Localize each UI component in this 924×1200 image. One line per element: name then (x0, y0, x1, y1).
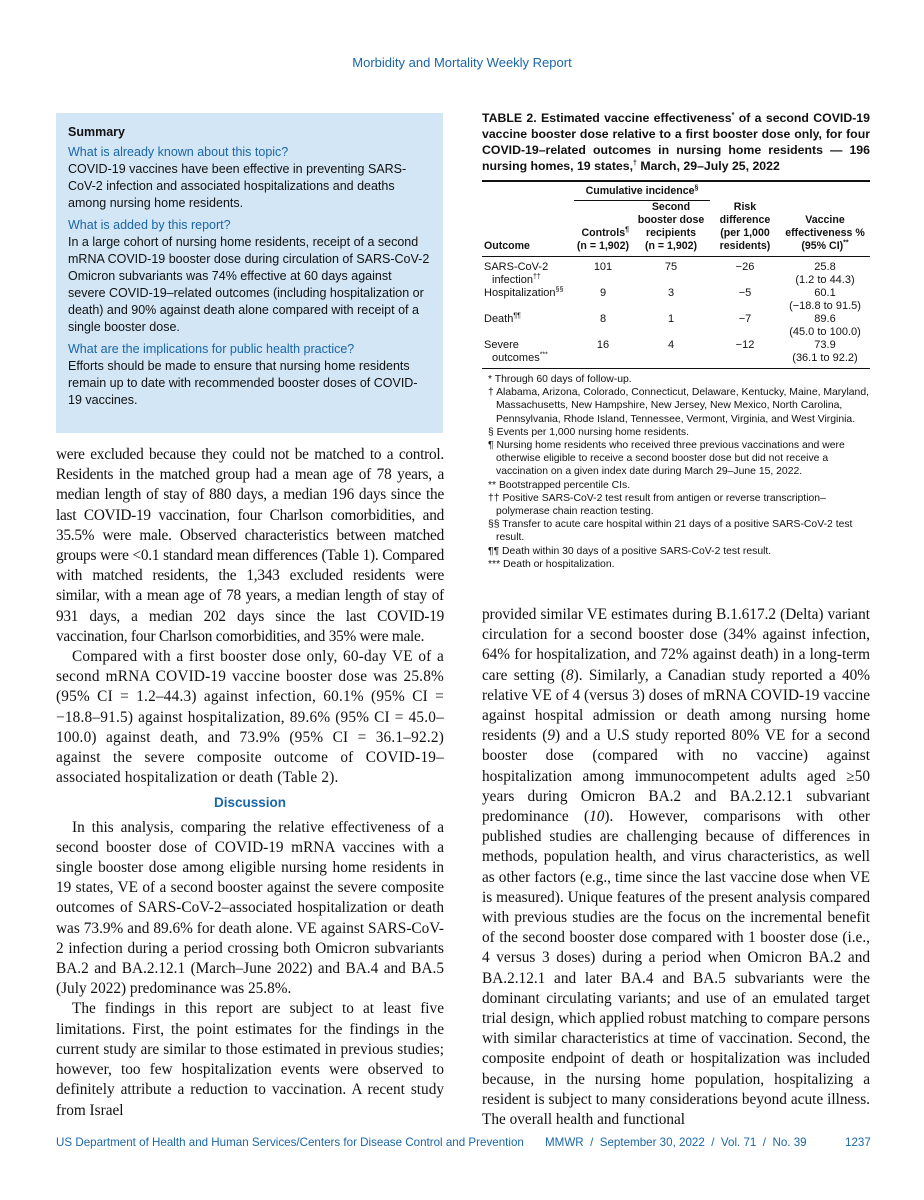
outcome-mark: †† (532, 273, 541, 281)
summary-box (56, 113, 443, 433)
text-run: ) and a U.S study reported 80% VE for a second booster dose (compared with no vaccine) against hospitalization among immunocompetent adults aged ≥50 years during Omicron BA.2 and BA.2.12.1 subvariant predominance ( (482, 727, 870, 826)
col-header-second-label: Second booster dose recipients (637, 201, 705, 239)
table-row (482, 287, 870, 313)
table-row (482, 261, 870, 287)
footnote: §§ Transfer to acute care hospital within 21 days of a positive SARS-CoV-2 test result. (488, 519, 853, 544)
row-ve (780, 287, 870, 313)
reference-10-link[interactable]: 10 (589, 808, 605, 826)
outcome-mark: §§ (555, 286, 564, 294)
journal-header: Morbidity and Mortality Weekly Report (352, 55, 572, 70)
ve-ci: (−18.8 to 91.5) (789, 300, 861, 312)
outcome-mark: *** (539, 351, 548, 359)
row-controls: 16 (596, 339, 610, 351)
table-2 (482, 110, 870, 571)
ve-ci: (36.1 to 92.2) (792, 352, 858, 364)
left-column (56, 445, 444, 1121)
row-outcome (482, 287, 574, 313)
summary-answer-known: COVID-19 vaccines have been effective in preventing SARS-CoV-2 infection and associated hospitalizations and deaths among nursing home residents. (68, 162, 407, 210)
outcome-line-1: Severe (484, 339, 519, 351)
footnote: * Through 60 days of follow-up. (488, 374, 632, 385)
ve-value: 73.9 (814, 339, 836, 351)
footer-agency: US Department of Health and Human Services/Centers for Disease Control and Prevention (56, 1136, 524, 1149)
ve-ci: (1.2 to 44.3) (795, 274, 855, 286)
footnote: † Alabama, Arizona, Colorado, Connecticut, Delaware, Kentucky, Maine, Maryland, Massachusetts, New Hampshire, New Jersey, New Mexico, North Carolina, Pennsylvania, Rhode Island, Tennessee, Vermont, Virginia, and West Virginia. (488, 387, 869, 425)
col-header-second-n: (n = 1,902) (644, 240, 698, 252)
outcome-line-1: SARS-CoV-2 (484, 261, 549, 273)
col-header-vaccine-effectiveness (780, 201, 870, 257)
summary-question-implications: What are the implications for public health practice? (68, 342, 355, 356)
row-second: 3 (667, 287, 675, 299)
discussion-heading: Discussion (213, 795, 287, 811)
outcome-line-2: outcomes (492, 352, 540, 364)
row-second: 1 (667, 313, 675, 325)
outcome-mark: ¶¶ (513, 312, 521, 320)
footnote: ** Bootstrapped percentile CIs. (488, 479, 631, 491)
ve-value: 25.8 (814, 261, 836, 273)
outcome-line-2: infection (492, 274, 533, 286)
ve-value: 89.6 (814, 313, 836, 325)
row-controls: 9 (599, 287, 607, 299)
comparison-paragraph (482, 605, 870, 1130)
row-outcome (482, 313, 574, 339)
table-title-mark-star: * (731, 111, 735, 119)
text-run: ). However, comparisons with other published studies are challenging because of differences in methods, population health, and virus characteristics, as well as other factors (e.g., time since the last vaccine dose when VE is measured). Unique features of the present analysis compared with previous studies are the focus on the incremental benefit of the second booster dose compared with 1 booster dose (i.e., 4 versus 3 doses) during a period when Omicron BA.2 and BA.2.12.1 and later BA.4 and BA.5 subvariants were the dominant circulating variants; and use of an emulated target trial design, which applied robust matching to compare persons with similar characteristics at time of vaccination. Second, the composite endpoint of death or hospitalization was included because, in the nursing home population, hospitalizing a resident is subject to many considerations beyond acute illness. The overall health and functional (482, 808, 871, 1129)
row-controls: 101 (593, 261, 613, 273)
text-run: ). Similarly, a Canadian study reported a 40% relative VE of 4 (versus 3) doses of mRNA COVID-19 vaccine against hospital admission or death among nursing home residents ( (482, 666, 871, 745)
summary-title: Summary (68, 125, 125, 139)
row-ve (780, 313, 870, 339)
reference-9-link[interactable]: 9 (547, 727, 555, 745)
summary-answer-implications: Efforts should be made to ensure that nursing home residents remain up to date with recommended booster doses of COVID-19 vaccines. (68, 359, 418, 407)
row-outcome (482, 261, 574, 287)
row-ve (780, 339, 870, 369)
vaccine-effectiveness-table (482, 182, 870, 369)
col-header-ve-mark: ** (843, 239, 849, 247)
footer-issue: MMWR / September 30, 2022 / Vol. 71 / No. 39 (545, 1136, 807, 1149)
footnote: †† Positive SARS-CoV-2 test result from antigen or reverse transcription–polymerase chain reaction testing. (488, 492, 826, 518)
footnote: § Events per 1,000 nursing home residents. (488, 426, 690, 438)
text-run: provided similar VE estimates during B.1.617.2 (Delta) variant circulation for a second booster dose (34% against infection, 64% for hospitalization, and 72% against death) in a long-term care setting ( (482, 606, 870, 684)
results-paragraph: were excluded because they could not be matched to a control. Residents in the matched group had a mean age of 78 years, a median length of stay of 880 days, a median 196 days since the last COVID-19 vaccination, four Charlson comorbidities, and 35.5% were male. Observed characteristics between matched groups were <0.1 standard mean differences (Table 1). Compared with matched residents, the 1,343 excluded residents were similar, with a mean age of 78 years, a median length of stay of 931 days, a median 202 days since the last COVID-19 vaccination, four Charlson comorbidities, and 35% were male. (56, 446, 444, 645)
col-header-controls-n: (n = 1,902) (576, 240, 629, 252)
row-outcome (482, 339, 574, 369)
col-header-outcome: Outcome (484, 240, 530, 252)
footer-page-number: 1237 (845, 1136, 871, 1149)
cumulative-incidence-header (574, 182, 710, 201)
reference-8-link[interactable]: 8 (565, 666, 574, 684)
ve-ci: (45.0 to 100.0) (789, 326, 861, 338)
table-row (482, 339, 870, 369)
row-controls: 8 (599, 313, 607, 325)
col-header-second-booster (632, 201, 710, 257)
col-header-risk-label: Risk difference (per 1,000 residents) (719, 201, 771, 252)
table-title (482, 110, 870, 182)
table-title-part-b: of a second COVID-19 vaccine booster dose relative to a first booster dose only, for four COVID-19–related outcomes in nursing home residents — 196 nursing homes, 19 states, (482, 111, 870, 173)
col-header-controls (574, 201, 632, 257)
footnote: *** Death or hospitalization. (488, 558, 615, 570)
summary-answer-added: In a large cohort of nursing home residents, receipt of a second mRNA COVID-19 booster dose during circulation of SARS-CoV-2 Omicron subvariants was 74% effective at 60 days against severe COVID-19–related outcomes (including hospitalization or death) and 90% against death alone compared with receipt of a single booster dose. (68, 235, 430, 334)
outcome-line-1: Death (484, 313, 514, 325)
summary-question-added: What is added by this report? (68, 218, 231, 232)
cumulative-incidence-label: Cumulative incidence (585, 185, 695, 197)
row-risk: −12 (735, 339, 755, 351)
table-title-mark-dagger: † (633, 159, 637, 167)
ve-value: 60.1 (814, 287, 836, 299)
col-header-ve-label: Vaccine effectiveness % (95% CI) (785, 214, 865, 252)
table-title-part-a: TABLE 2. Estimated vaccine effectiveness (482, 111, 732, 125)
col-header-controls-label: Controls (581, 227, 626, 239)
footnote: ¶¶ Death within 30 days of a positive SARS-CoV-2 test result. (488, 545, 772, 557)
ve-paragraph: Compared with a first booster dose only, 60-day VE of a second mRNA COVID-19 vaccine booster dose was 25.8% (95% CI = 1.2–44.3) against infection, 60.1% (95% CI = −18.8–91.5) against hospitalization, 89.6% (95% CI = 45.0–100.0) against death, and 73.9% (95% CI = 36.1–92.2) against the severe composite outcome of COVID-19–associated hospitalization or death (Table 2). (56, 648, 444, 787)
table-row (482, 313, 870, 339)
outcome-line-1: Hospitalization (484, 287, 556, 299)
footnote: ¶ Nursing home residents who received three previous vaccinations and were otherwise eligible to receive a second booster dose but did not receive a vaccination on a given index date during March 29–June 15, 2022. (488, 440, 845, 478)
row-second: 75 (664, 261, 678, 273)
right-column (482, 605, 870, 1130)
discussion-paragraph: In this analysis, comparing the relative effectiveness of a second booster dose of COVID-19 mRNA vaccines with a single booster dose among eligible nursing home residents in 19 states, VE of a second booster against the severe composite outcomes of SARS-CoV-2–associated hospitalization or death was 73.9% and 89.6% for death alone. VE against SARS-CoV-2 infection during a period crossing both Omicron subvariants BA.2 and BA.2.12.1 (March–June 2022) and BA.4 and BA.5 (July 2022) predominance was 25.8%. (56, 818, 444, 998)
limitations-paragraph: The findings in this report are subject to at least five limitations. First, the point estimates for the findings in the current study are similar to those estimated in previous studies; however, too few hospitalization events were observed to definitely attribute a reduction to vaccination. A recent study from Israel (56, 1000, 444, 1119)
row-ve (780, 261, 870, 287)
table-title-part-c: March, 29–July 25, 2022 (636, 159, 780, 173)
col-header-controls-mark: ¶ (625, 226, 629, 234)
table-footnotes (482, 373, 870, 571)
row-risk: −26 (735, 261, 755, 273)
row-risk: −7 (738, 313, 752, 325)
cumulative-incidence-mark: § (694, 184, 699, 192)
row-risk: −5 (738, 287, 752, 299)
col-header-risk-difference (710, 201, 780, 257)
summary-question-known: What is already known about this topic? (68, 145, 289, 159)
row-second: 4 (667, 339, 675, 351)
